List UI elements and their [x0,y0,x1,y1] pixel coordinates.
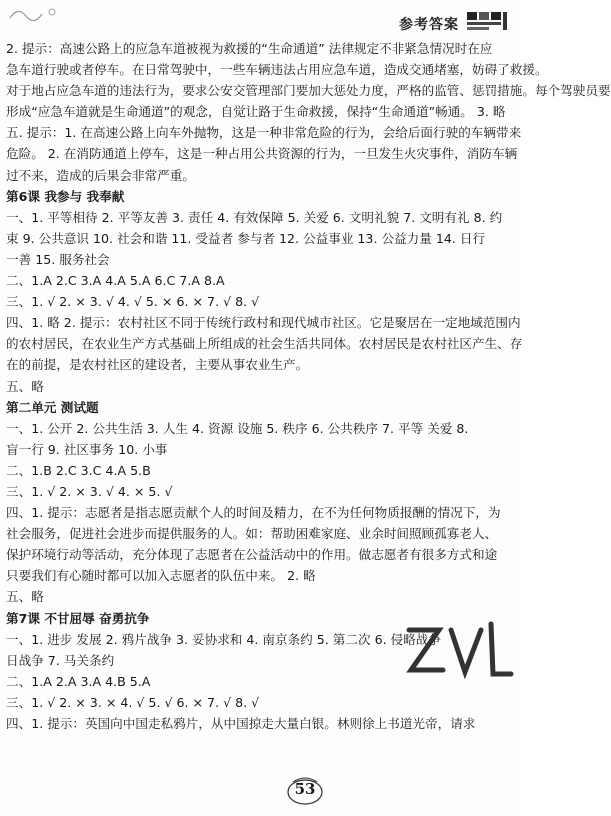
text-line: 在的前提，是农村社区的建设者，主要从事农业生产。 [6,357,309,373]
text-line: 三、1. √ 2. × 3. × 4. √ 5. √ 6. × 7. √ 8. √ [6,694,260,710]
text-line: 2. 提示：高速公路上的应急车道被视为救援的“生命通道” 法律规定不非紧急情况时在应 [6,41,493,56]
text-line: 一、1. 进步 发展 2. 鸦片战争 3. 妥协求和 4. 南京条约 5. 第二次 6. 侵略战争 [6,631,441,647]
text-line: 一、1. 公开 2. 公共生活 3. 人生 4. 资源 设施 5. 秩序 6. 公共秩序 7. 平等 关爱 8. [6,420,469,436]
text-line: 过不来，造成的后果会非常严重。 [6,167,195,183]
text-line: 社会服务，促进社会进步而提供服务的人。如：帮助困难家庭、业余时间照顾孤寡老人、 [6,526,498,542]
text-line: 五. 提示：1. 在高速公路上向车外抛物，这是一种非常危险的行为，会给后面行驶的车辆带来 [6,125,522,141]
text-line: 二、1.B 2.C 3.C 4.A 5.B [6,462,151,478]
text-line: 四、1. 提示：志愿者是指志愿贡献个人的时间及精力，在不为任何物质报酬的情况下，为 [6,505,501,521]
header-logo-icon [465,8,509,36]
text-line: 四、1. 略 2. 提示：农村社区不同于传统行政村和现代城市社区。它是聚居在一定地域范围内 [6,315,521,331]
page-header [0,0,519,40]
text-line: 一善 15. 服务社会 [6,251,110,267]
unit-test-heading: 第二单元 测试题 [6,399,99,415]
text-line: 五、略 [6,589,44,605]
page-title: 参考答案 [399,17,459,33]
text-line: 形成“应急车道就是生命通道”的观念，自觉让路于生命救援，保持“生命通道”畅通。 3. 略 [6,104,506,120]
page-number-text: 53 [294,780,316,798]
text-line: 保护环境行动等活动，充分体现了志愿者在公益活动中的作用。做志愿者有很多方式和途 [6,547,498,563]
text-line: 盲一行 9. 社区事务 10. 小事 [6,441,168,457]
text-line: 对于地占应急车道的违法行为，要求公安交管理部门要加大惩处力度，严格的监管、惩罚措施。每个驾驶员要 [6,83,611,99]
text-line: 二、1.A 2.A 3.A 4.B 5.A [6,673,151,689]
header-decoration [8,4,68,24]
text-line: 束 9. 公共意识 10. 社会和谐 11. 受益者 参与者 12. 公益事业 13. 公益力量 14. 日行 [6,230,486,246]
text-line: 二、1.A 2.C 3.A 4.A 5.A 6.C 7.A 8.A [6,273,225,289]
lesson-heading: 第7课 不甘屈辱 奋勇抗争 [6,610,150,626]
text-line: 只要我们有心随时都可以加入志愿者的队伍中来。 2. 略 [6,568,316,584]
text-line: 的农村居民，在农业生产方式基础上所组成的社会生活共同体。农村居民是农村社区产生、存 [6,336,523,352]
lesson-heading: 第6课 我参与 我奉献 [6,188,125,204]
text-line: 三、1. √ 2. × 3. √ 4. × 5. √ [6,483,173,499]
text-line: 日战争 7. 马关条约 [6,652,115,668]
text-line: 急车道行驶或者停车。在日常驾驶中，一些车辆违法占用应急车道，造成交通堵塞，妨碍了救援。 [6,62,548,78]
text-line: 三、1. √ 2. × 3. √ 4. √ 5. × 6. × 7. √ 8. √ [6,294,260,310]
page-number [285,776,325,806]
text-line: 危险。 2. 在消防通道上停车，这是一种占用公共资源的行为，一旦发生火灾事件，消防车辆 [6,146,518,162]
text-line: 四、1. 提示：英国向中国走私鸦片，从中国掠走大量白银。林则徐上书道光帝，请求 [6,716,476,731]
text-line: 一、1. 平等相待 2. 平等友善 3. 责任 4. 有效保障 5. 关爱 6. 文明礼貌 7. 文明有礼 8. 约 [6,209,503,225]
handwritten-scribble [399,610,519,720]
text-line: 五、略 [6,378,44,394]
